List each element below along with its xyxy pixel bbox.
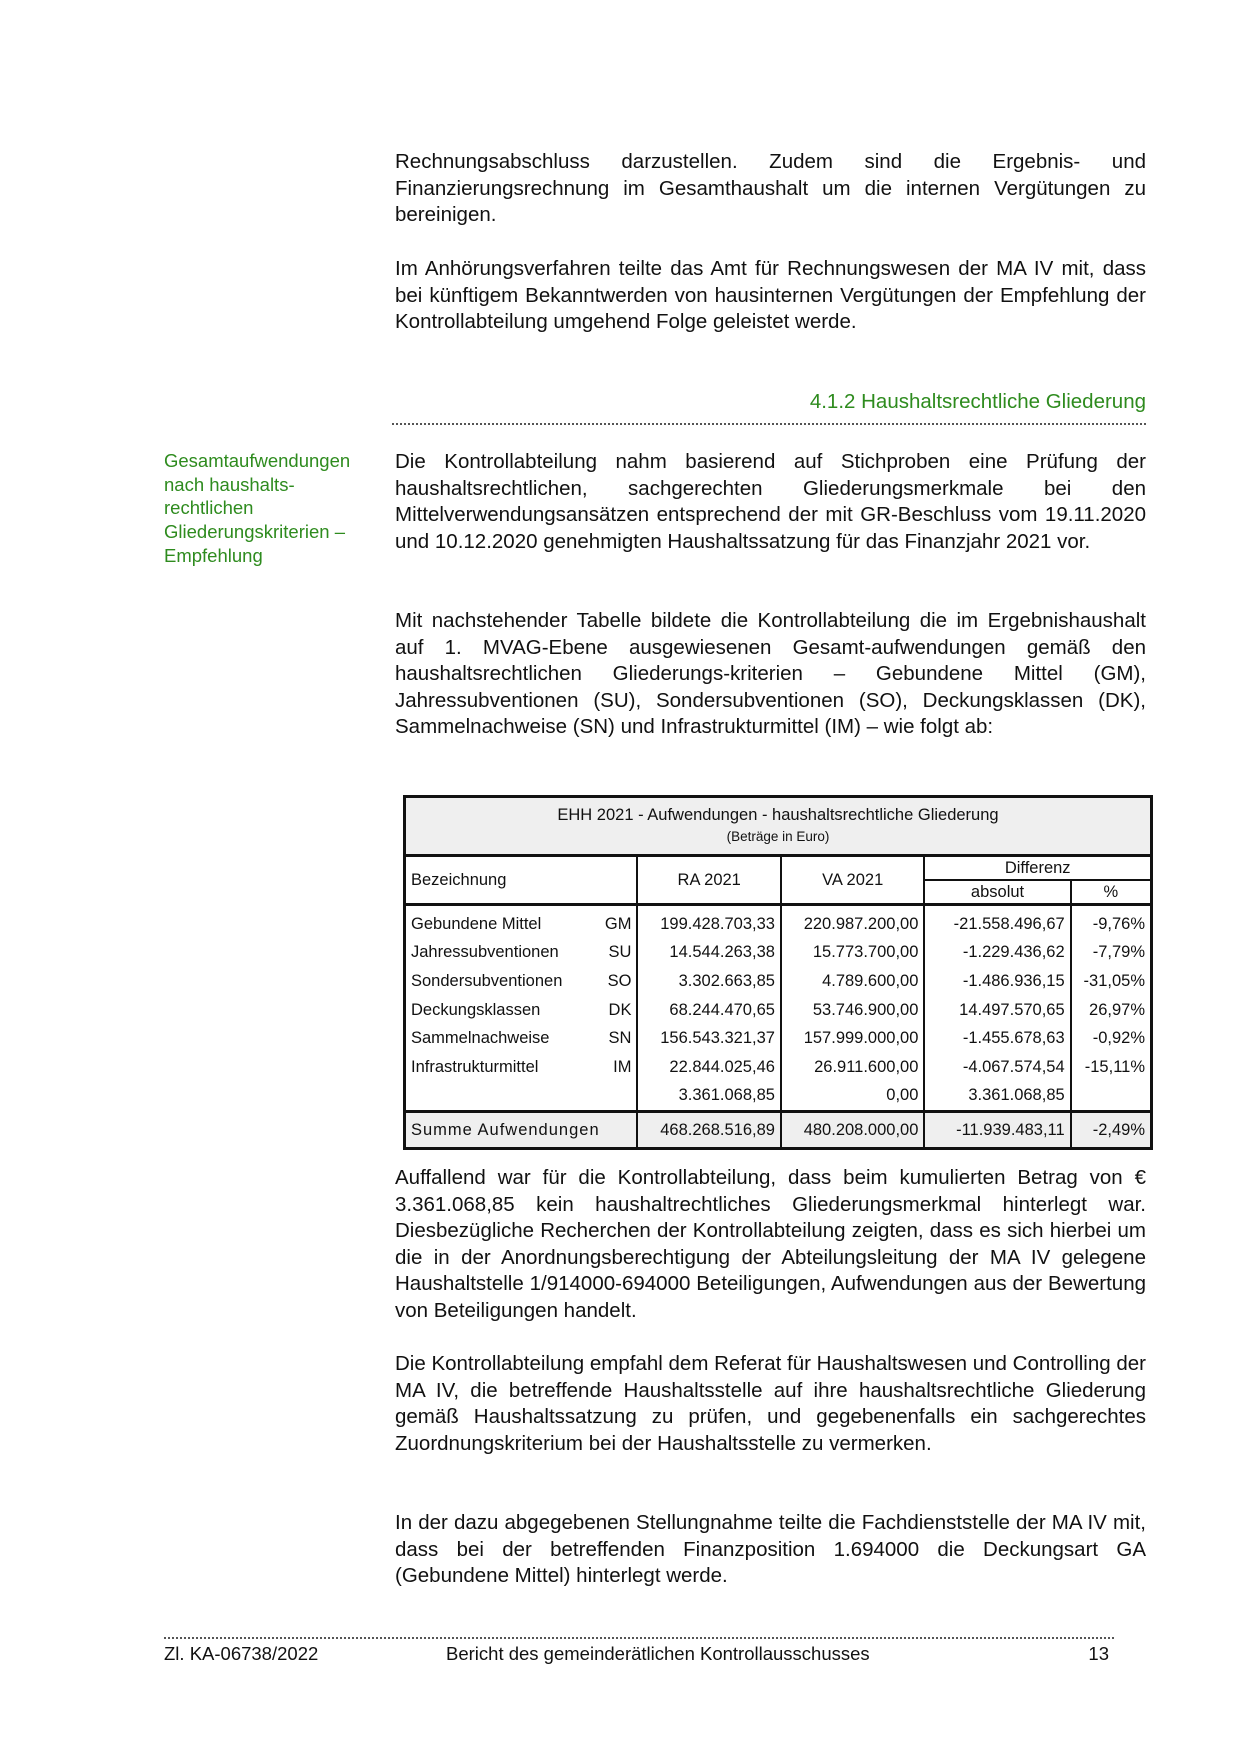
- sum-pct: -2,49%: [1071, 1112, 1152, 1149]
- table-row: [405, 996, 1152, 1025]
- row-code: DK: [608, 1000, 632, 1019]
- margin-note-line: nach haushalts-: [164, 473, 295, 495]
- row-ra: 3.302.663,85: [637, 967, 780, 996]
- row-code: SU: [608, 943, 632, 962]
- table-row: [405, 1082, 1152, 1112]
- row-pct: -7,79%: [1071, 939, 1152, 968]
- header-ra: RA 2021: [637, 856, 780, 905]
- sum-va: 480.208.000,00: [781, 1112, 924, 1149]
- row-pct: [1071, 1082, 1152, 1112]
- row-va: 157.999.000,00: [781, 1024, 924, 1053]
- row-code: IM: [613, 1057, 632, 1076]
- sum-ra: 468.268.516,89: [637, 1112, 780, 1149]
- row-label: Infrastrukturmittel: [411, 1057, 539, 1076]
- row-abs: -1.486.936,15: [924, 967, 1070, 996]
- row-label: Deckungsklassen: [411, 1000, 541, 1019]
- table-subtitle: (Beträge in Euro): [726, 829, 830, 844]
- header-va: VA 2021: [781, 856, 924, 905]
- section-heading: 4.1.2 Haushaltsrechtliche Gliederung: [809, 390, 1146, 413]
- table-row: [405, 1053, 1152, 1082]
- row-code: SN: [608, 1029, 632, 1048]
- row-abs: -4.067.574,54: [924, 1053, 1070, 1082]
- row-code: SO: [607, 971, 632, 990]
- footer-title: Bericht des gemeinderätlichen Kontrollausschusses: [446, 1643, 870, 1664]
- row-pct: -31,05%: [1071, 967, 1152, 996]
- row-pct: -0,92%: [1071, 1024, 1152, 1053]
- row-ra: 156.543.321,37: [637, 1024, 780, 1053]
- row-va: 15.773.700,00: [781, 939, 924, 968]
- row-code: [592, 1082, 638, 1112]
- table-row: [405, 905, 1152, 939]
- paragraph: Im Anhörungsverfahren teilte das Amt für Rechnungswesen der MA IV mit, dass bei künftigem Bekanntwerden von hausinternen Vergütungen der Empfehlung der Kontrollabteilung umgehend Folge geleistet werde.: [395, 257, 1146, 333]
- row-label: Sammelnachweise: [411, 1029, 550, 1048]
- row-ra: 22.844.025,46: [637, 1053, 780, 1082]
- row-va: 4.789.600,00: [781, 967, 924, 996]
- row-abs: 14.497.570,65: [924, 996, 1070, 1025]
- row-abs: -1.229.436,62: [924, 939, 1070, 968]
- header-percent: %: [1071, 880, 1152, 905]
- row-abs: -1.455.678,63: [924, 1024, 1070, 1053]
- margin-note-line: Empfehlung: [164, 544, 263, 566]
- header-differenz: Differenz: [924, 856, 1151, 881]
- row-label: Gebundene Mittel: [411, 914, 542, 933]
- paragraph: Mit nachstehender Tabelle bildete die Kontrollabteilung die im Ergebnishaushalt auf 1. MVAG-Ebene ausgewiesenen Gesamt-aufwendungen gemäß den haushaltsrechtlichen Gliederungs-kriterien – Gebundene Mittel (GM), Jahressubventionen (SU), Sondersubventionen (SO), Deckungsklassen (DK), Sammelnachweise (SN) und Infrastrukturmittel (IM) – wie folgt ab:: [395, 609, 1146, 738]
- row-code: GM: [604, 914, 632, 933]
- row-pct: -9,76%: [1071, 905, 1152, 939]
- sum-row: [405, 1112, 1152, 1149]
- row-pct: 26,97%: [1071, 996, 1152, 1025]
- margin-note-line: rechtlichen: [164, 497, 254, 519]
- header-bezeichnung: Bezeichnung: [405, 856, 638, 905]
- row-label: Sondersubventionen: [411, 971, 563, 990]
- row-abs: 3.361.068,85: [924, 1082, 1070, 1112]
- row-ra: 68.244.470,65: [637, 996, 780, 1025]
- footer-divider: [164, 1637, 1114, 1639]
- row-label: [405, 1082, 592, 1112]
- row-ra: 14.544.263,38: [637, 939, 780, 968]
- row-va: 26.911.600,00: [781, 1053, 924, 1082]
- expenses-table: [403, 795, 1153, 1150]
- footer-reference: Zl. KA-06738/2022: [164, 1643, 319, 1664]
- row-abs: -21.558.496,67: [924, 905, 1070, 939]
- header-absolut: absolut: [924, 880, 1070, 905]
- page-number: 13: [1088, 1643, 1109, 1664]
- paragraph: In der dazu abgegebenen Stellungnahme teilte die Fachdienststelle der MA IV mit, dass bei der betreffenden Finanzposition 1.694000 die Deckungsart GA (Gebundene Mittel) hinterlegt werde.: [395, 1511, 1146, 1587]
- table-row: [405, 967, 1152, 996]
- row-va: 220.987.200,00: [781, 905, 924, 939]
- row-va: 0,00: [781, 1082, 924, 1112]
- sum-label: Summe Aufwendungen: [405, 1112, 638, 1149]
- row-ra: 199.428.703,33: [637, 905, 780, 939]
- row-ra: 3.361.068,85: [637, 1082, 780, 1112]
- margin-note: [164, 449, 379, 568]
- row-pct: -15,11%: [1071, 1053, 1152, 1082]
- margin-note-line: Gesamtaufwendungen: [164, 450, 351, 471]
- row-va: 53.746.900,00: [781, 996, 924, 1025]
- row-label: Jahressubventionen: [411, 943, 559, 962]
- table-title-text: EHH 2021 - Aufwendungen - haushaltsrechtliche Gliederung: [557, 806, 999, 824]
- divider: [392, 423, 1146, 425]
- table-row: [405, 1024, 1152, 1053]
- margin-note-line: Gliederungskriterien –: [164, 521, 345, 543]
- paragraph: Rechnungsabschluss darzustellen. Zudem sind die Ergebnis- und Finanzierungsrechnung im Gesamthaushalt um die internen Vergütungen zu bereinigen.: [395, 150, 1146, 226]
- paragraph: Die Kontrollabteilung nahm basierend auf Stichproben eine Prüfung der haushaltsrechtlichen, sachgerechten Gliederungsmerkmale bei den Mittelverwendungsansätzen entsprechend der mit GR-Beschluss vom 19.11.2020 und 10.12.2020 genehmigten Haushaltssatzung für das Finanzjahr 2021 vor.: [395, 450, 1146, 553]
- paragraph: Auffallend war für die Kontrollabteilung, dass beim kumulierten Betrag von € 3.361.068,85 kein haushaltrechtliches Gliederungsmerkmal hinterlegt war. Diesbezügliche Recherchen der Kontrollabteilung zeigten, dass es sich hierbei um die in der Anordnungsberechtigung der Abteilungsleitung der MA IV gelegene Haushaltstelle 1/914000-694000 Beteiligungen, Aufwendungen aus der Bewertung von Beteiligungen handelt.: [395, 1166, 1146, 1322]
- table-title: [405, 797, 1152, 856]
- sum-abs: -11.939.483,11: [924, 1112, 1070, 1149]
- paragraph: Die Kontrollabteilung empfahl dem Referat für Haushaltswesen und Controlling der MA IV, die betreffende Haushaltsstelle auf ihre haushaltsrechtliche Gliederung gemäß Haushaltssatzung zu prüfen, und gegebenenfalls ein sachgerechtes Zuordnungskriterium bei der Haushaltsstelle zu vermerken.: [395, 1352, 1146, 1455]
- table-row: [405, 939, 1152, 968]
